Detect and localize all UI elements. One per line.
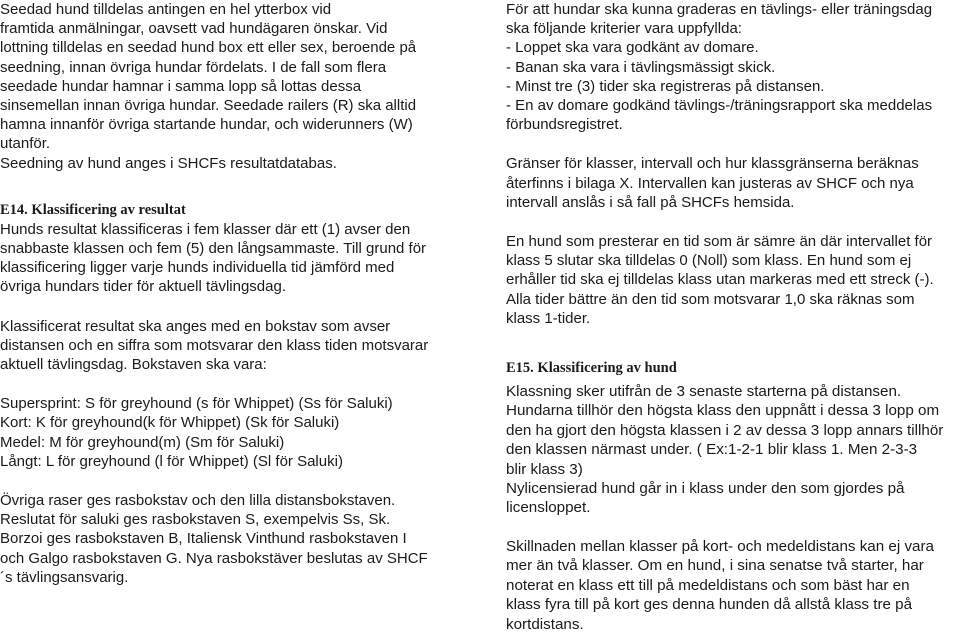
text-line: snabbaste klassen och fem (5) den långsammaste. Till grund för (0, 240, 427, 258)
list-item: Medel: M för greyhound(m) (Sm för Saluki) (0, 433, 285, 451)
text-line: Skillnaden mellan klasser på kort- och medeldistans kan ej vara (506, 537, 934, 555)
text-line: mer än två klasser. Om en hund, i sina senatse två starter, har (506, 557, 924, 575)
list-item: Supersprint: S för greyhound (s för Whippet) (Ss för Saluki) (0, 395, 393, 413)
letter-paragraph (0, 317, 465, 375)
text-line: hamna innanför övriga startande hundar, och widerunners (W) (0, 116, 413, 134)
text-line: distansen och en siffra som motsvarar den klass tiden motsvarar (0, 336, 429, 354)
text-line: framtida anmälningar, oavsett vad hundägaren önskar. Vid (0, 20, 388, 38)
text-line: seedning, innan övriga hundar fördelats. I de fall som flera (0, 58, 387, 76)
text-line: ska följande kriterier vara uppfyllda: (506, 20, 742, 38)
text-line: klassificering ligger varje hunds individuella tid jämförd med (0, 259, 395, 277)
text-line: seedade hundar hamnar i samma lopp så lottas dessa (0, 77, 362, 95)
text-line: blir klass 3) (506, 460, 583, 478)
text-line: Klassning sker utifrån de 3 senaste starterna på distansen. (506, 383, 902, 401)
e15-paragraph (506, 382, 960, 518)
text-line: klass fyra till på kort ges denna hunden då allstå klass tre på (506, 596, 913, 614)
e14-paragraph (0, 220, 465, 297)
text-line: och Galgo rasbokstaven G. Nya rasbokstäver beslutas av SHCF (0, 549, 428, 567)
text-line: utanför. (0, 135, 51, 153)
list-item: - Loppet ska vara godkänt av domare. (506, 39, 759, 57)
list-item: - En av domare godkänd tävlings-/träningsrapport ska meddelas (506, 97, 933, 115)
text-line: Borzoi ges rasbokstaven B, Italiensk Vinthund rasbokstaven I (0, 530, 407, 548)
text-line: lottning tilldelas en seedad hund box ett eller sex, beroende på (0, 39, 417, 57)
text-line: klass 5 slutar ska tilldelas 0 (Noll) som klass. En hund som ej (506, 252, 912, 270)
text-line: En hund som presterar en tid som är sämre än där intervallet för (506, 233, 933, 251)
list-item: - Minst tre (3) tider ska registreras på distansen. (506, 77, 825, 95)
text-line: den ha gjort den högsta klassen i 2 av dessa 3 lopp annars tillhör (506, 421, 944, 439)
text-line: övriga hundars tider för aktuell tävlingsdag. (0, 278, 286, 296)
text-line: Alla tider bättre än den tid som motsvarar 1,0 ska räknas som (506, 290, 915, 308)
list-item: Långt: L för greyhound (l för Whippet) (Sl för Saluki) (0, 452, 343, 470)
list-item: Kort: K för greyhound(k för Whippet) (Sk för Saluki) (0, 414, 340, 432)
slow-time-paragraph (506, 232, 960, 328)
text-line: intervall anslås i så fall på SHCFs hemsida. (506, 193, 795, 211)
distance-list (0, 394, 465, 471)
distance-difference-paragraph (506, 537, 960, 634)
text-line: Klassificerat resultat ska anges med en bokstav som avser (0, 317, 391, 335)
text-line: Gränser för klasser, intervall och hur klassgränserna beräknas (506, 155, 919, 173)
text-line: återfinns i bilaga X. Intervallen kan justeras av SHCF och nya (506, 174, 914, 192)
text-line: aktuell tävlingsdag. Bokstaven ska vara: (0, 356, 267, 374)
text-line: Seedad hund tilldelas antingen en hel ytterbox vid (0, 1, 332, 18)
breed-letter-paragraph (0, 491, 465, 587)
text-line: ´s tävlingsansvarig. (0, 568, 129, 586)
text-line: Hunds resultat klassificeras i fem klasser där ett (1) avser den (0, 220, 411, 238)
left-column (0, 0, 465, 587)
text-line: licensloppet. (506, 499, 591, 517)
text-line: noterat en klass ett till på medeldistans och som bäst har en (506, 576, 910, 594)
criteria-paragraph (506, 0, 960, 134)
section-heading-e14: E14. Klassificering av resultat (0, 201, 186, 218)
text-line: För att hundar ska kunna graderas en tävlings- eller träningsdag (506, 1, 933, 18)
text-line: förbundsregistret. (506, 116, 623, 134)
seeding-paragraph (0, 0, 465, 173)
list-item: - Banan ska vara i tävlingsmässigt skick. (506, 58, 776, 76)
text-line: kortdistans. (506, 615, 584, 633)
text-line: Nylicensierad hund går in i klass under den som gjordes på (506, 480, 905, 498)
text-line: Hundarna tillhör den högsta klass den uppnått i dessa 3 lopp om (506, 402, 940, 420)
right-column (506, 0, 960, 634)
text-line: Övriga raser ges rasbokstav och den lilla distansbokstaven. (0, 492, 396, 510)
text-line: sinsemellan innan övriga hundar. Seedade railers (R) ska alltid (0, 97, 417, 115)
text-line: erhåller tid ska ej tilldelas klass utan markeras med ett streck (-). (506, 271, 934, 289)
text-line: Seedning av hund anges i SHCFs resultatdatabas. (0, 154, 337, 172)
text-line: den klassen närmast under. ( Ex:1-2-1 blir klass 1. Men 2-3-3 (506, 441, 918, 459)
text-line: Reslutat för saluki ges rasbokstaven S, exempelvis Ss, Sk. (0, 511, 391, 529)
section-heading-e15: E15. Klassificering av hund (506, 360, 677, 377)
class-limits-paragraph (506, 154, 960, 212)
text-line: klass 1-tider. (506, 309, 591, 327)
